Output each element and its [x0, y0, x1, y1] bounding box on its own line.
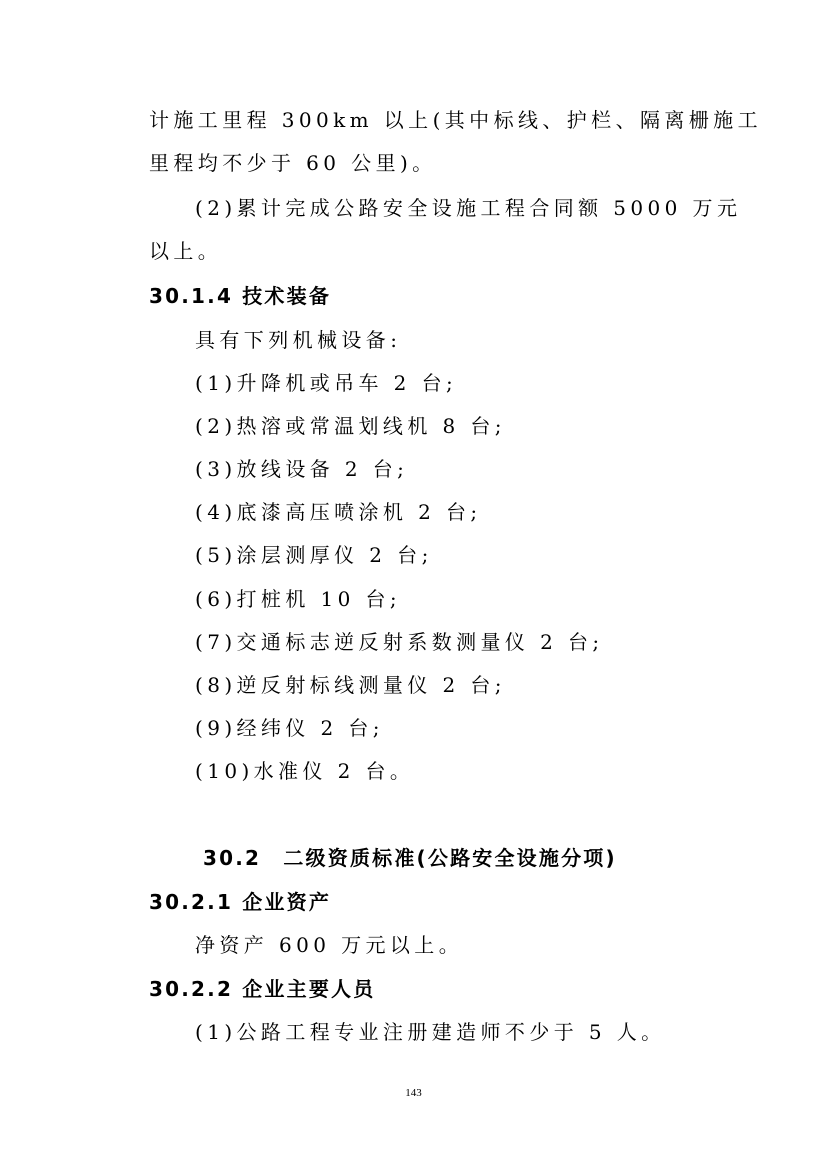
equipment-intro: 具有下列机械设备: — [195, 328, 402, 352]
page-number: 143 — [405, 1087, 422, 1099]
paragraph-line: 里程均不少于 60 公里)。 — [149, 151, 437, 175]
equipment-item: (4)底漆高压喷涂机 2 台; — [195, 500, 482, 524]
equipment-item: (6)打桩机 10 台; — [195, 587, 402, 611]
paragraph-line: (2)累计完成公路安全设施工程合同额 5000 万元 — [195, 196, 742, 220]
equipment-item: (3)放线设备 2 台; — [195, 457, 409, 481]
equipment-item: (9)经纬仪 2 台; — [195, 716, 384, 740]
equipment-item: (7)交通标志逆反射系数测量仪 2 台; — [195, 630, 604, 654]
section-heading-30-2-2: 30.2.2 企业主要人员 — [149, 977, 376, 1001]
paragraph-line: 净资产 600 万元以上。 — [195, 933, 464, 957]
section-heading-30-2-1: 30.2.1 企业资产 — [149, 890, 332, 914]
equipment-item: (2)热溶或常温划线机 8 台; — [195, 414, 506, 438]
equipment-item: (1)升降机或吊车 2 台; — [195, 371, 458, 395]
equipment-item: (8)逆反射标线测量仪 2 台; — [195, 673, 506, 697]
equipment-item: (5)涂层测厚仪 2 台; — [195, 543, 433, 567]
paragraph-line: 计施工里程 300km 以上(其中标线、护栏、隔离栅施工 — [149, 108, 762, 132]
equipment-item: (10)水准仪 2 台。 — [195, 759, 415, 783]
section-title-30-2: 30.2 二级资质标准(公路安全设施分项) — [203, 846, 617, 870]
section-heading-30-1-4: 30.1.4 技术装备 — [149, 284, 332, 308]
paragraph-line: (1)公路工程专业注册建造师不少于 5 人。 — [195, 1020, 666, 1044]
paragraph-line: 以上。 — [149, 239, 223, 263]
